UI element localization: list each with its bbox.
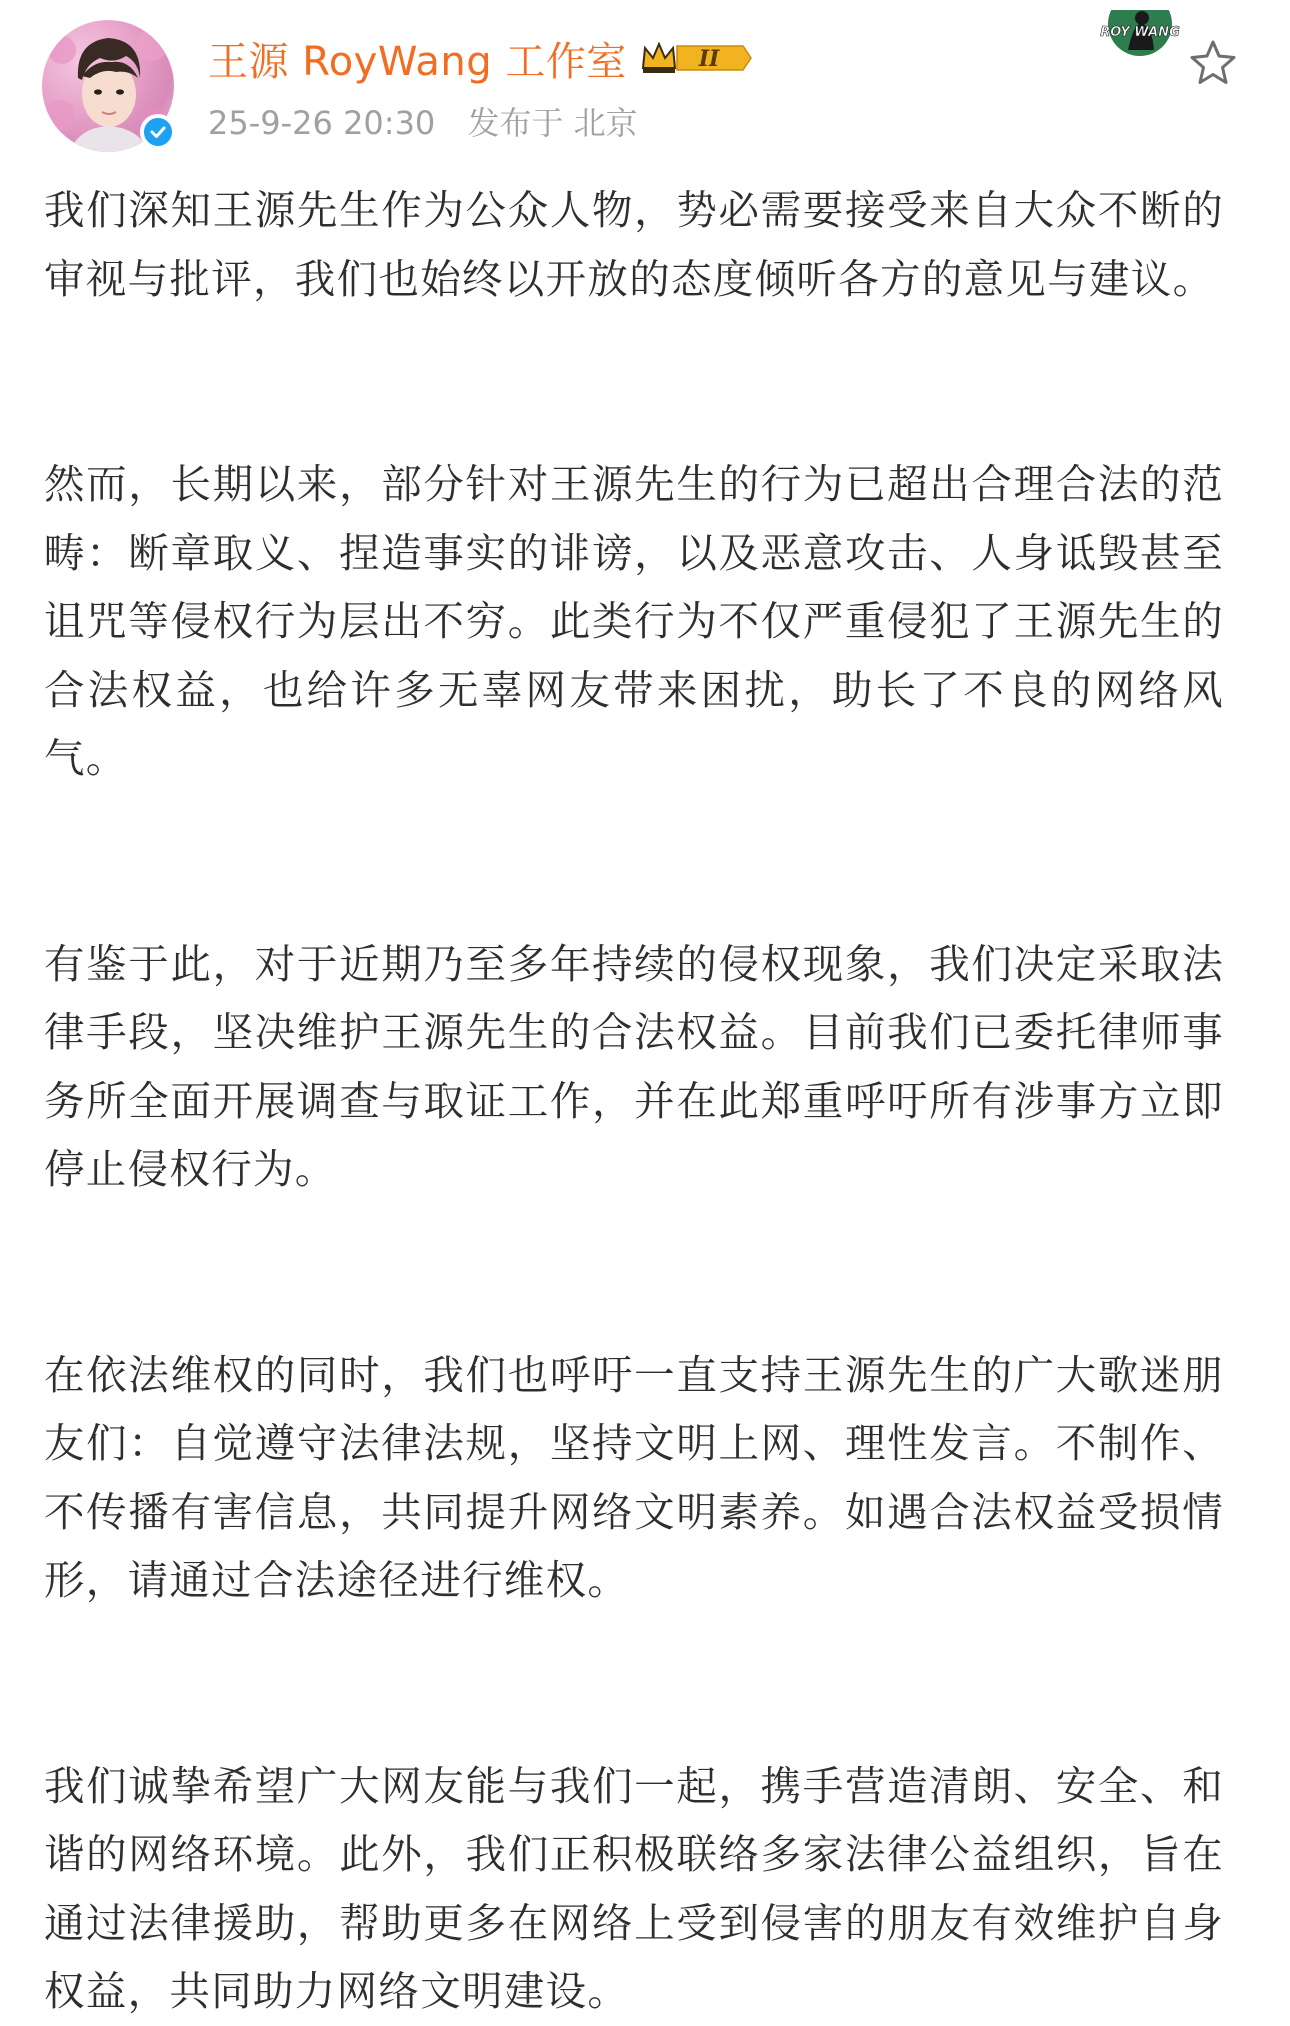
- avatar[interactable]: [42, 20, 174, 152]
- post-paragraph-5: 我们诚挚希望广大网友能与我们一起，携手营造清朗、安全、和谐的网络环境。此外，我们正积极联络多家法律公益组织，旨在通过法律援助，帮助更多在网络上受到侵害的朋友有效维护自身权益，共同助力网络文明建设。: [44, 1761, 1224, 2015]
- post-paragraph-3: 有鉴于此，对于近期乃至多年持续的侵权现象，我们决定采取法律手段，坚决维护王源先生的合法权益。目前我们已委托律师事务所全面开展调查与取证工作，并在此郑重呼吁所有涉事方立即停止侵权行为。: [44, 939, 1224, 1193]
- user-name[interactable]: 王源 RoyWang 工作室: [208, 38, 627, 85]
- corner-logo-text: ROY WANG: [1100, 25, 1180, 40]
- post-meta: [208, 98, 638, 144]
- corner-logo: [1082, 10, 1200, 58]
- post-header: [0, 0, 1290, 160]
- paragraph-gap: [44, 1204, 1224, 1341]
- level-label: II: [698, 46, 720, 72]
- paragraph-gap: [44, 313, 1224, 450]
- location: 发布于 北京: [467, 104, 638, 142]
- paragraph-gap: [44, 1615, 1224, 1752]
- crown-level-badge[interactable]: [639, 38, 755, 78]
- post-body: [44, 176, 1224, 2026]
- verified-icon: [140, 114, 176, 150]
- post-paragraph-4: 在依法维权的同时，我们也呼吁一直支持王源先生的广大歌迷朋友们：自觉遵守法律法规，坚持文明上网、理性发言。不制作、不传播有害信息，共同提升网络文明素养。如遇合法权益受损情形，请通过合法途径进行维权。: [44, 1350, 1224, 1604]
- post-paragraph-1: 我们深知王源先生作为公众人物，势必需要接受来自大众不断的审视与批评，我们也始终以开放的态度倾听各方的意见与建议。: [44, 186, 1224, 303]
- timestamp: 25-9-26 20:30: [208, 104, 436, 142]
- post-paragraph-2: 然而，长期以来，部分针对王源先生的行为已超出合理合法的范畴：断章取义、捏造事实的诽谤，以及恶意攻击、人身诋毁甚至诅咒等侵权行为层出不穷。此类行为不仅严重侵犯了王源先生的合法权益，也给许多无辜网友带来困扰，助长了不良的网络风气。: [44, 460, 1224, 782]
- star-icon[interactable]: [1188, 38, 1238, 88]
- user-name-row: [208, 30, 755, 86]
- paragraph-gap: [44, 793, 1224, 930]
